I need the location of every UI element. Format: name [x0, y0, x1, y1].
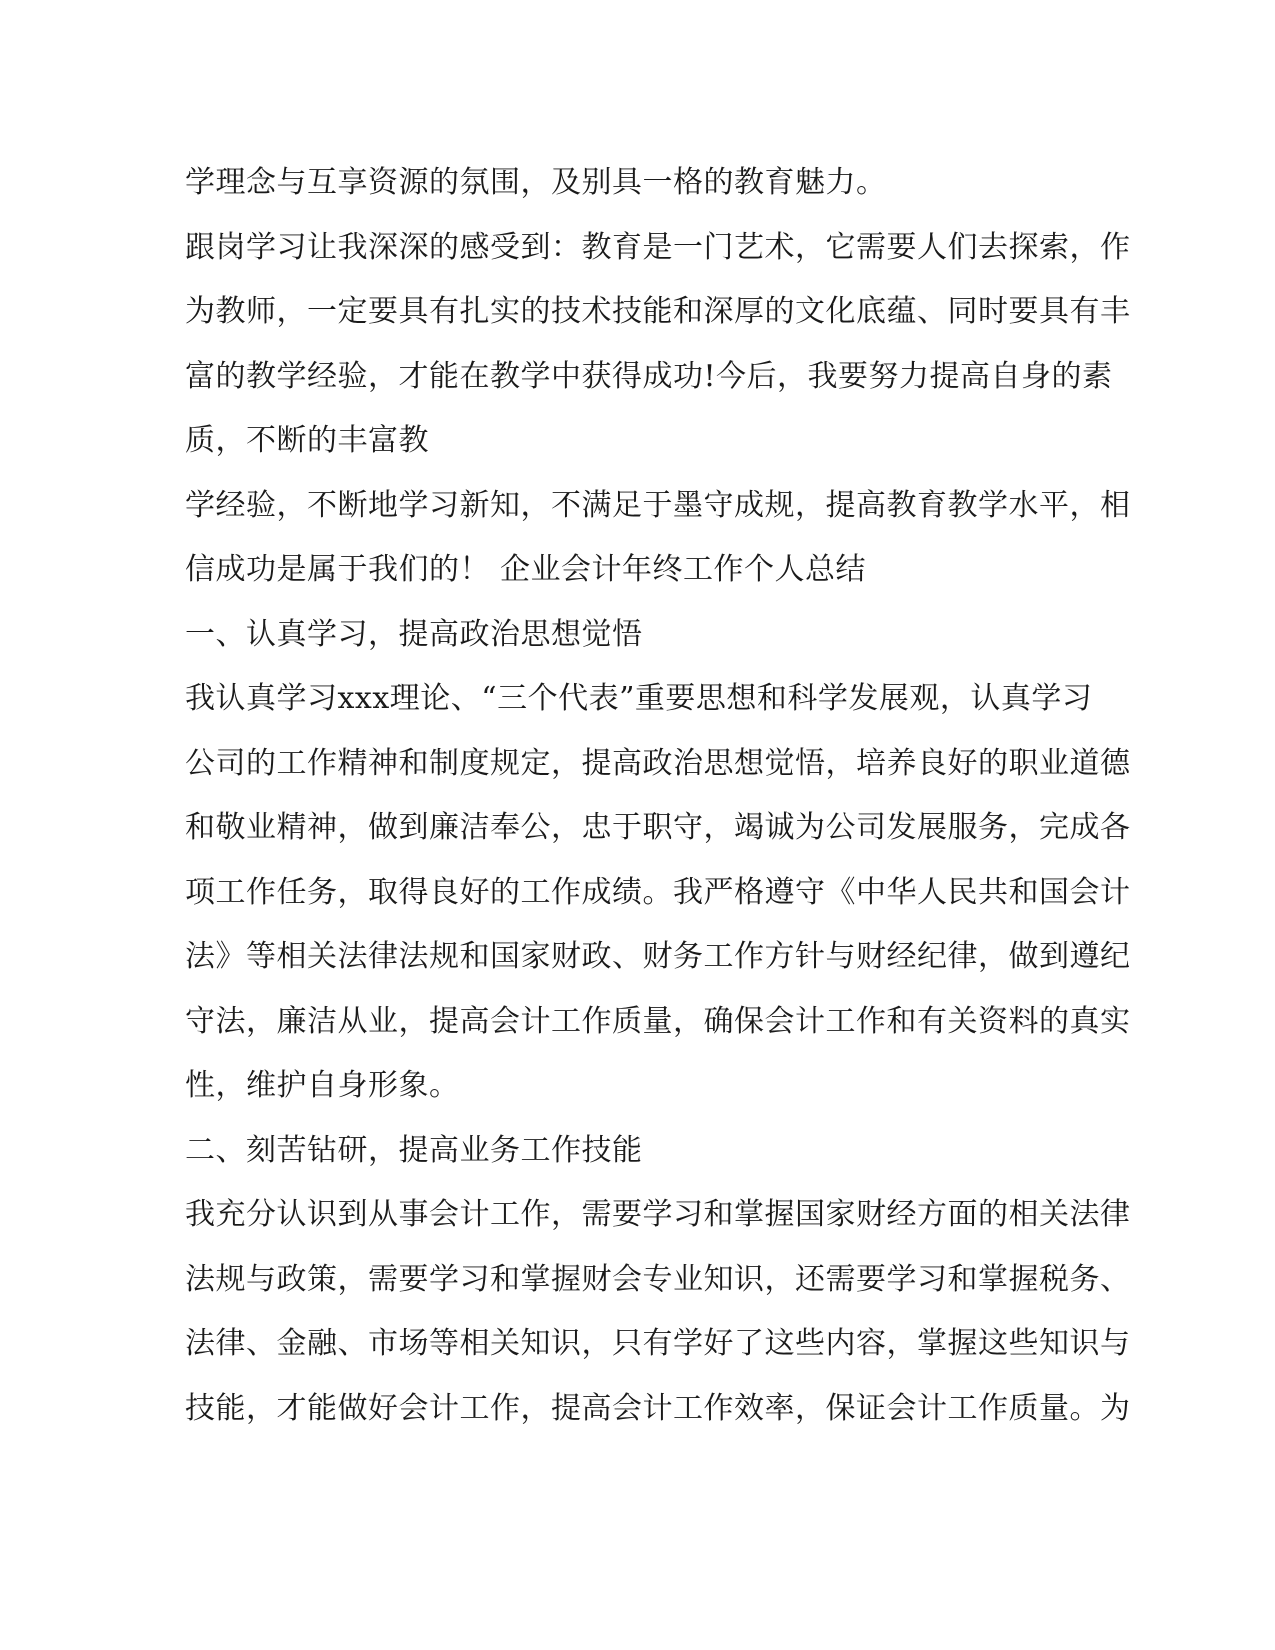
text-line: 我充分认识到从事会计工作，需要学习和掌握国家财经方面的相关法律 — [185, 1197, 1131, 1232]
text-line: 我认真学习xxx理论、“三个代表”重要思想和科学发展观，认真学习 — [185, 681, 1093, 716]
document-body — [185, 151, 1131, 1441]
text-line: 学理念与互享资源的氛围，及别具一格的教育魅力。 — [185, 165, 887, 200]
text-line: 富的教学经验，才能在教学中获得成功!今后，我要努力提高自身的素 — [185, 358, 1113, 394]
section-heading-1: 一、认真学习，提高政治思想觉悟 — [185, 616, 643, 652]
text-line: 性，维护自身形象。 — [185, 1068, 460, 1103]
text-line: 公司的工作精神和制度规定，提高政治思想觉悟，培养良好的职业道德 — [185, 745, 1131, 781]
text-line: 为教师，一定要具有扎实的技术技能和深厚的文化底蕴、同时要具有丰 — [185, 294, 1131, 329]
text-line: 法规与政策，需要学习和掌握财会专业知识，还需要学习和掌握税务、 — [185, 1261, 1131, 1297]
text-line: 学经验，不断地学习新知，不满足于墨守成规，提高教育教学水平，相 — [185, 487, 1131, 523]
text-line: 技能，才能做好会计工作，提高会计工作效率，保证会计工作质量。为 — [185, 1390, 1131, 1426]
text-line: 项工作任务，取得良好的工作成绩。我严格遵守《中华人民共和国会计 — [185, 874, 1131, 910]
text-line: 法律、金融、市场等相关知识，只有学好了这些内容，掌握这些知识与 — [185, 1326, 1131, 1361]
text-line: 跟岗学习让我深深的感受到：教育是一门艺术，它需要人们去探索，作 — [185, 229, 1131, 265]
section-heading-2: 二、刻苦钻研，提高业务工作技能 — [185, 1132, 643, 1168]
text-line: 守法，廉洁从业，提高会计工作质量，确保会计工作和有关资料的真实 — [185, 1003, 1131, 1039]
text-line: 质，不断的丰富教 — [185, 423, 429, 458]
text-line: 信成功是属于我们的！ 企业会计年终工作个人总结 — [185, 552, 867, 587]
text-line: 法》等相关法律法规和国家财政、财务工作方针与财经纪律，做到遵纪 — [185, 939, 1131, 974]
text-line: 和敬业精神，做到廉洁奉公，忠于职守，竭诚为公司发展服务，完成各 — [185, 810, 1131, 845]
